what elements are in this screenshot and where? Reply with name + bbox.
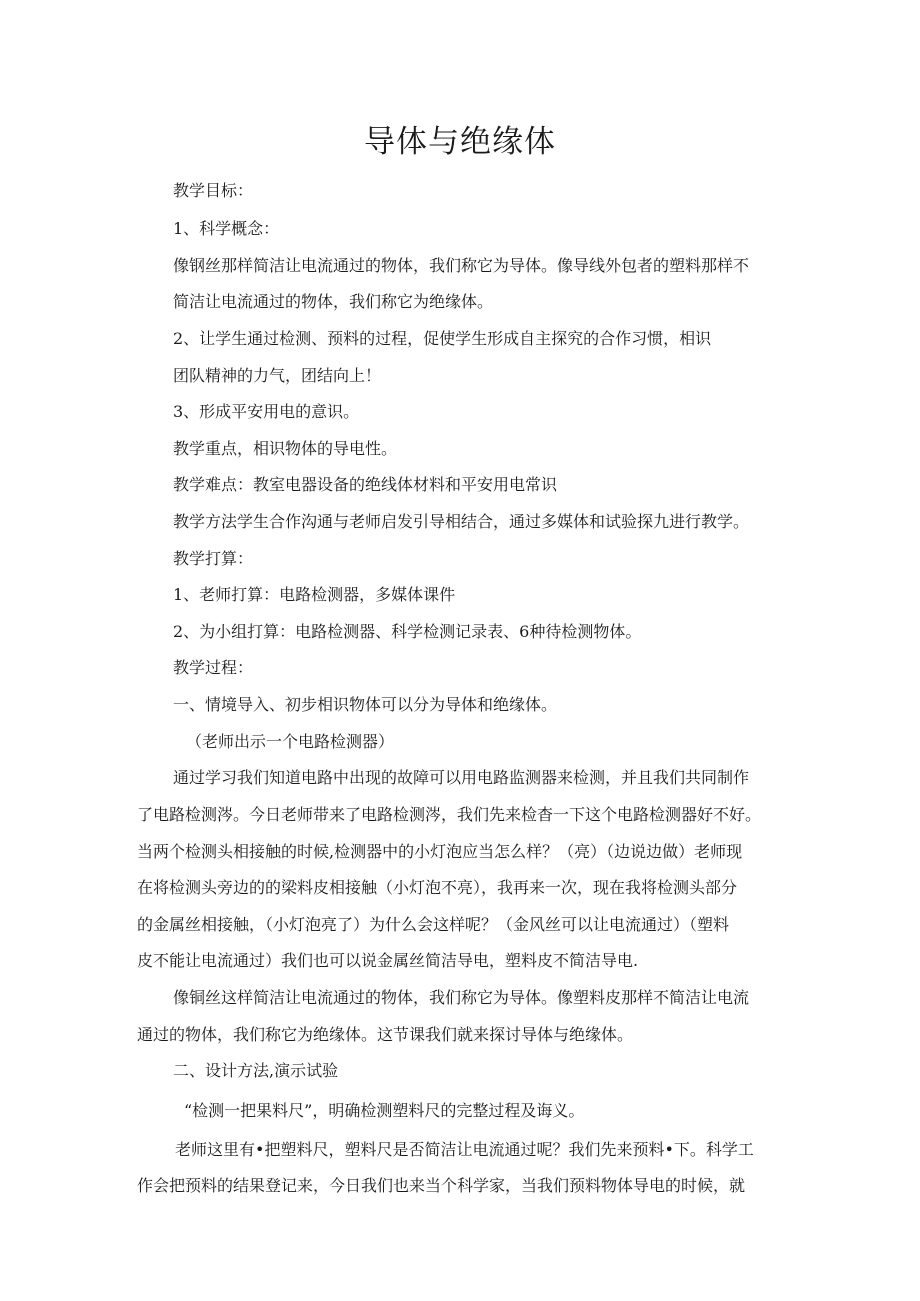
- paragraph-line: 教学目标：: [173, 181, 254, 200]
- paragraph-line: 教学方法学生合作沟通与老师启发引导相结合，通过多媒体和试验探九进行教学。: [173, 512, 750, 531]
- paragraph-line: 2、让学生通过检测、预料的过程，促使学生形成自主探究的合作习惯，相识: [173, 329, 712, 348]
- paragraph-line: 1、科学概念：: [173, 219, 280, 238]
- paragraph-line: 通过的物体，我们称它为绝缘体。这节课我们就来探讨导体与绝缘体。: [137, 1025, 634, 1044]
- paragraph-line: 一、情境导入、初步相识物体可以分为导体和绝缘体。: [173, 695, 558, 714]
- paragraph-line: （老师出示一个电路检测器）: [186, 732, 395, 751]
- paragraph-line: 皮不能让电流通过）我们也可以说金属丝简洁导电，塑料皮不简洁导电.: [137, 951, 639, 970]
- paragraph-line: 在将检测头旁边的的梁料皮相接触（小灯泡不亮），我再来一次，现在我将检测头部分: [137, 878, 738, 897]
- paragraph-line: “检测一把果料尺”，明确检测塑料尺的完整过程及诲义。: [184, 1101, 585, 1120]
- paragraph-line: 通过学习我们知道电路中出现的故障可以用电路监测器来检测，并且我们共同制作: [173, 768, 750, 787]
- paragraph-line: 1、老师打算：电路检测器，多媒体课件: [173, 585, 456, 604]
- paragraph-line: 像铜丝这样简洁让电流通过的物体，我们称它为导体。像塑料皮那样不简洁让电流: [173, 988, 750, 1007]
- paragraph-line: 教学难点：教室电器设备的绝线体材料和平安用电常识: [173, 475, 558, 494]
- paragraph-line: 教学过程：: [173, 658, 254, 677]
- paragraph-line: 3、形成平安用电的意识。: [173, 402, 360, 421]
- paragraph-line: 团队精神的力气，团结向上！: [173, 366, 382, 385]
- paragraph-line: 了电路检测涔。今日老师带来了电路检测涔，我们先来检杳一下这个电路检测器好不好。: [137, 805, 762, 824]
- paragraph-line: 像钢丝那样简洁让电流通过的物体，我们称它为导体。像导线外包者的塑料那样不: [173, 256, 750, 275]
- paragraph-line: 的金属丝相接触，（小灯泡亮了）为什么会这样呢？（金风丝可以让电流通过）（塑料: [137, 915, 730, 934]
- paragraph-line: 二、设计方法,演示试验: [173, 1061, 339, 1080]
- paragraph-line: 作会把预料的结果登记来，今日我们也来当个科学家，当我们预料物体导电的时候，就: [137, 1176, 746, 1195]
- paragraph-line: 教学打算：: [173, 549, 254, 568]
- paragraph-line: 老师这里有•把塑料尺，塑料尺是否简洁让电流通过呢？我们先来预料•下。科学工: [175, 1140, 754, 1159]
- paragraph-line: 简洁让电流通过的物体，我们称它为绝缘体。: [173, 292, 494, 311]
- document-title: 导体与绝缘体: [364, 124, 556, 160]
- paragraph-line: 2、为小组打算：电路检测器、科学检测记录表、6种待检测物体。: [173, 622, 642, 641]
- paragraph-line: 当两个检测头相接触的时候,检测器中的小灯泡应当怎么样？（亮）（边说边做）老师现: [137, 842, 743, 861]
- paragraph-line: 教学重点，相识物体的导电性。: [173, 439, 398, 458]
